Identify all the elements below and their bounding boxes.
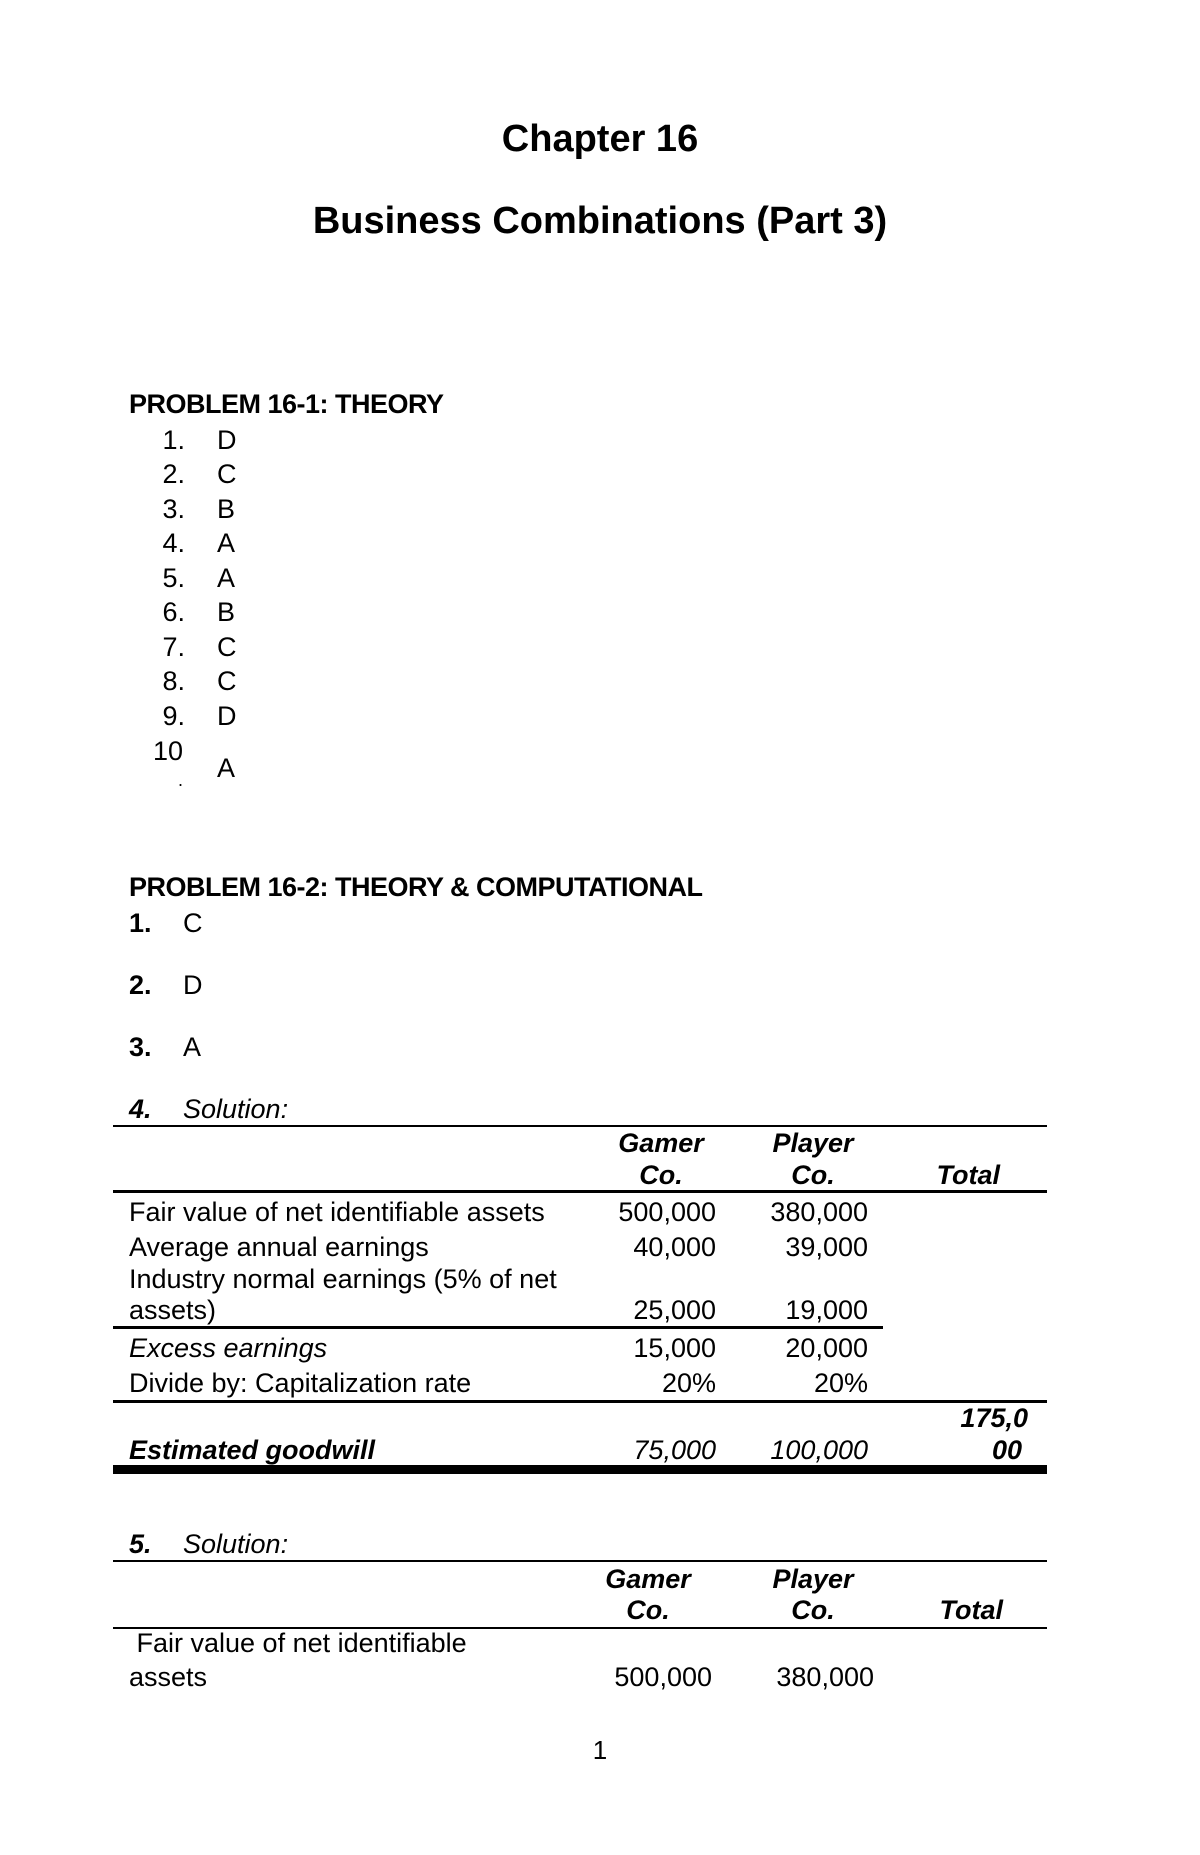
list-item-number: 10 bbox=[153, 736, 184, 766]
column-header-gamer-co: Co. bbox=[639, 1160, 683, 1190]
double-bottom-rule bbox=[113, 1465, 1047, 1474]
column-header-total: Total bbox=[939, 1595, 1003, 1625]
list-item-number: 3. bbox=[129, 1032, 152, 1062]
goodwill-cell-gamer: 75,000 bbox=[633, 1435, 716, 1465]
problem-2-heading: PROBLEM 16-2: THEORY & COMPUTATIONAL bbox=[129, 872, 703, 902]
table-row-label: Average annual earnings bbox=[129, 1232, 429, 1262]
table-row-label-cont: assets) bbox=[129, 1295, 217, 1325]
column-header-player: Player bbox=[772, 1128, 854, 1158]
list-item-number: 2. bbox=[162, 459, 185, 489]
list-item-answer: D bbox=[183, 970, 203, 1000]
list-item-answer: B bbox=[217, 494, 236, 524]
table-row-label: Fair value of net identifiable assets bbox=[129, 1197, 545, 1227]
table-cell-gamer: 40,000 bbox=[633, 1232, 716, 1262]
list-item-answer: C bbox=[217, 632, 237, 662]
list-item-answer: A bbox=[183, 1032, 202, 1062]
column-header-total: Total bbox=[936, 1160, 1000, 1190]
table-top-rule bbox=[113, 1125, 1047, 1127]
chapter-title: Chapter 16 bbox=[501, 118, 699, 160]
column-header-player-co: Co. bbox=[791, 1160, 835, 1190]
total-goodwill-part-2: 00 bbox=[991, 1435, 1022, 1465]
column-header-player: Player bbox=[772, 1564, 854, 1594]
table-cell-gamer: 500,000 bbox=[618, 1197, 716, 1227]
list-item-answer: C bbox=[217, 666, 237, 696]
subtotal-rule bbox=[113, 1326, 883, 1329]
list-item-answer: C bbox=[183, 908, 203, 938]
solution-4-label: Solution: bbox=[183, 1094, 289, 1124]
list-item-answer: A bbox=[217, 753, 236, 783]
total-goodwill-part-1: 175,0 bbox=[960, 1403, 1028, 1433]
list-item-number: 8. bbox=[162, 666, 185, 696]
table-cell-gamer: 20% bbox=[661, 1368, 716, 1398]
list-item-number: 1. bbox=[129, 908, 152, 938]
table-top-rule bbox=[113, 1560, 1047, 1562]
list-item-answer: C bbox=[217, 459, 237, 489]
table-row-label: Excess earnings bbox=[129, 1333, 328, 1363]
goodwill-cell-player: 100,000 bbox=[770, 1435, 868, 1465]
list-item-number: 2. bbox=[129, 970, 152, 1000]
list-item-number: 6. bbox=[162, 597, 185, 627]
chapter-subtitle: Business Combinations (Part 3) bbox=[312, 200, 888, 242]
table-cell-gamer: 15,000 bbox=[633, 1333, 716, 1363]
table-cell-player: 19,000 bbox=[785, 1295, 868, 1325]
list-item-number: 3. bbox=[162, 494, 185, 524]
list-item-number: 4. bbox=[162, 528, 185, 558]
column-header-player-co: Co. bbox=[791, 1595, 835, 1625]
table-cell-gamer: 500,000 bbox=[614, 1662, 712, 1692]
list-item-number: 7. bbox=[162, 632, 185, 662]
solution-5-label: Solution: bbox=[183, 1529, 289, 1559]
table-cell-player: 380,000 bbox=[770, 1197, 868, 1227]
list-item-answer: D bbox=[217, 425, 237, 455]
list-item-number: 5. bbox=[162, 563, 185, 593]
table-cell-gamer: 25,000 bbox=[633, 1295, 716, 1325]
list-item-answer: A bbox=[217, 528, 236, 558]
column-header-gamer-co: Co. bbox=[626, 1595, 670, 1625]
column-header-gamer: Gamer bbox=[605, 1564, 691, 1594]
list-item-answer: A bbox=[217, 563, 236, 593]
table-row-label: Industry normal earnings (5% of net bbox=[129, 1264, 557, 1294]
list-item-number: 1. bbox=[162, 425, 185, 455]
table-row-label: Fair value of net identifiable bbox=[129, 1628, 467, 1658]
table-cell-player: 20% bbox=[813, 1368, 868, 1398]
table-row-label: Divide by: Capitalization rate bbox=[129, 1368, 472, 1398]
column-header-gamer: Gamer bbox=[618, 1128, 704, 1158]
goodwill-row-label: Estimated goodwill bbox=[129, 1435, 376, 1465]
header-rule bbox=[113, 1190, 1047, 1193]
table-cell-player: 20,000 bbox=[785, 1333, 868, 1363]
table-row-label-cont: assets bbox=[129, 1662, 208, 1692]
list-item-answer: D bbox=[217, 701, 237, 731]
list-item-answer: B bbox=[217, 597, 236, 627]
page-number: 1 bbox=[592, 1735, 608, 1765]
list-item-number: 9. bbox=[162, 701, 185, 731]
solution-4-number: 4. bbox=[129, 1094, 152, 1124]
solution-5-number: 5. bbox=[129, 1529, 152, 1559]
table-cell-player: 39,000 bbox=[785, 1232, 868, 1262]
table-cell-player: 380,000 bbox=[776, 1662, 874, 1692]
problem-1-heading: PROBLEM 16-1: THEORY bbox=[129, 389, 444, 419]
list-item-number-tail: . bbox=[178, 770, 184, 790]
